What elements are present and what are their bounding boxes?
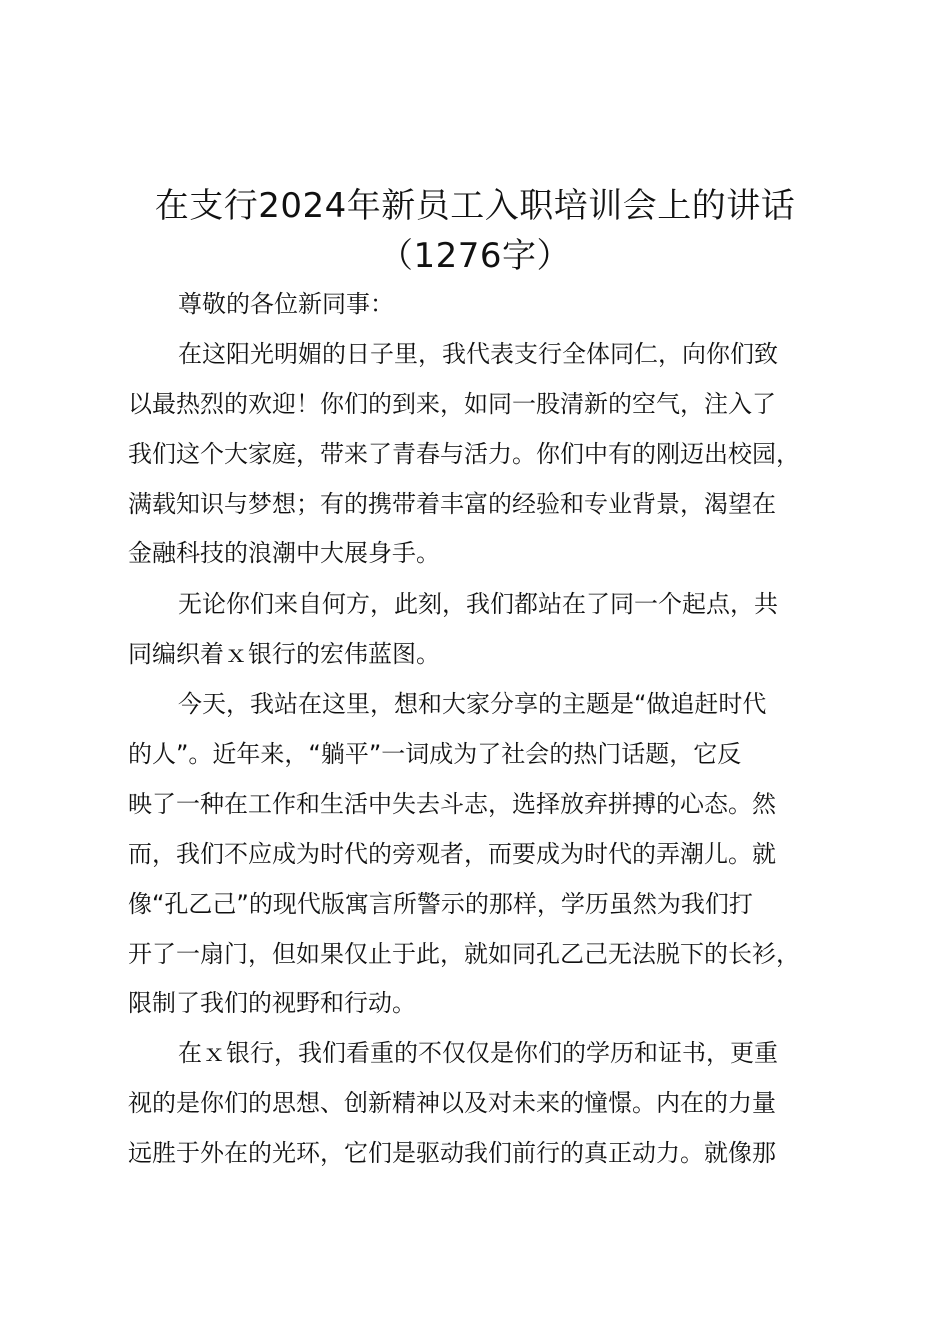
paragraph-line: 今天，我站在这里，想和大家分享的主题是“做追赶时代 <box>178 690 767 718</box>
paragraph-line: 以最热烈的欢迎！你们的到来，如同一股清新的空气，注入了 <box>128 390 776 418</box>
paragraph-line: 远胜于外在的光环，它们是驱动我们前行的真正动力。就像那 <box>128 1139 776 1167</box>
paragraph-line: 在这阳光明媚的日子里，我代表支行全体同仁，向你们致 <box>178 340 778 368</box>
paragraph-line: 开了一扇门，但如果仅止于此，就如同孔乙己无法脱下的长衫， <box>128 940 800 968</box>
paragraph-line: 同编织着ｘ银行的宏伟蓝图。 <box>128 640 440 668</box>
paragraph-line: 映了一种在工作和生活中失去斗志，选择放弃拼搏的心态。然 <box>128 790 776 818</box>
paragraph-line: 像“孔乙己”的现代版寓言所警示的那样，学历虽然为我们打 <box>128 890 753 918</box>
paragraph-line: 视的是你们的思想、创新精神以及对未来的憧憬。内在的力量 <box>128 1089 776 1117</box>
salutation: 尊敬的各位新同事： <box>178 290 394 318</box>
paragraph-line: 无论你们来自何方，此刻，我们都站在了同一个起点，共 <box>178 590 778 618</box>
paragraph-line: 限制了我们的视野和行动。 <box>128 989 416 1017</box>
paragraph-line: 满载知识与梦想；有的携带着丰富的经验和专业背景，渴望在 <box>128 490 776 518</box>
paragraph-line: 金融科技的浪潮中大展身手。 <box>128 539 440 567</box>
paragraph-line: 而，我们不应成为时代的旁观者，而要成为时代的弄潮儿。就 <box>128 840 776 868</box>
paragraph-line: 的人”。近年来，“躺平”一词成为了社会的热门话题，它反 <box>128 740 742 768</box>
document-title-wordcount: （1276字） <box>378 236 572 276</box>
document-title: 在支行2024年新员工入职培训会上的讲话 <box>154 186 796 226</box>
paragraph-line: 在ｘ银行，我们看重的不仅仅是你们的学历和证书，更重 <box>178 1039 778 1067</box>
paragraph-line: 我们这个大家庭，带来了青春与活力。你们中有的刚迈出校园， <box>128 440 800 468</box>
